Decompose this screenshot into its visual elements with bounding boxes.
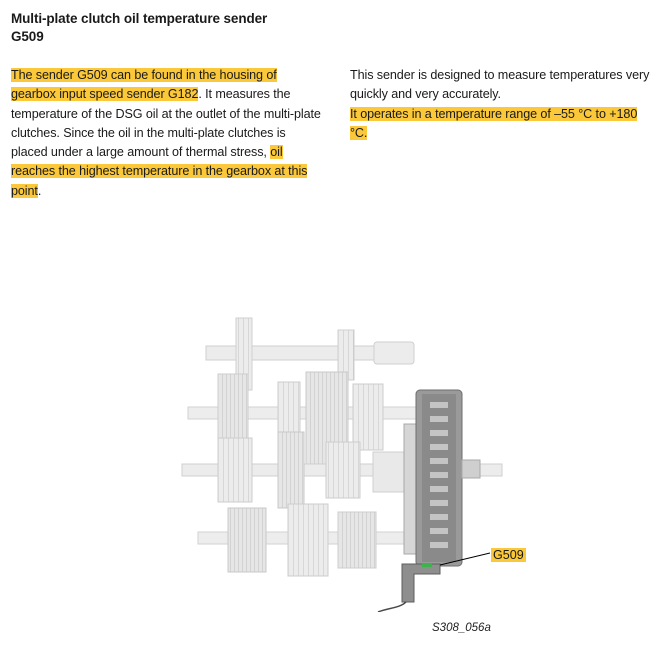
title-line-2: G509	[11, 29, 44, 44]
highlight-hottest-point: oil reaches the highest temperature in the gearbox at this point	[11, 145, 308, 198]
body-text-location: . It measures the temperature of the DSG oil at the outlet of the multi-plate clutches. Since the oil in the multi-plate clutches is placed under a large amount of thermal stress,	[11, 87, 321, 160]
figure-caption: S308_056a	[432, 622, 491, 634]
highlight-temperature-range: It operates in a temperature range of –55 °C to +180 °C.	[350, 106, 638, 140]
right-column	[350, 66, 650, 143]
left-column	[11, 66, 321, 201]
right-paragraph-range	[350, 105, 650, 144]
callout-label-g509: G509	[493, 548, 524, 562]
gear-cluster-lower	[198, 504, 408, 576]
body-text-end: .	[37, 183, 42, 198]
left-paragraph	[11, 66, 321, 201]
title-line-1: Multi-plate clutch oil temperature sender	[11, 11, 268, 26]
highlight-location: The sender G509 can be found in the housing of gearbox input speed sender G182	[11, 68, 277, 102]
gearbox-illustration	[178, 312, 518, 612]
right-paragraph-design: This sender is designed to measure temperatures very quickly and very accurately.	[350, 68, 650, 102]
page-title	[11, 10, 341, 46]
